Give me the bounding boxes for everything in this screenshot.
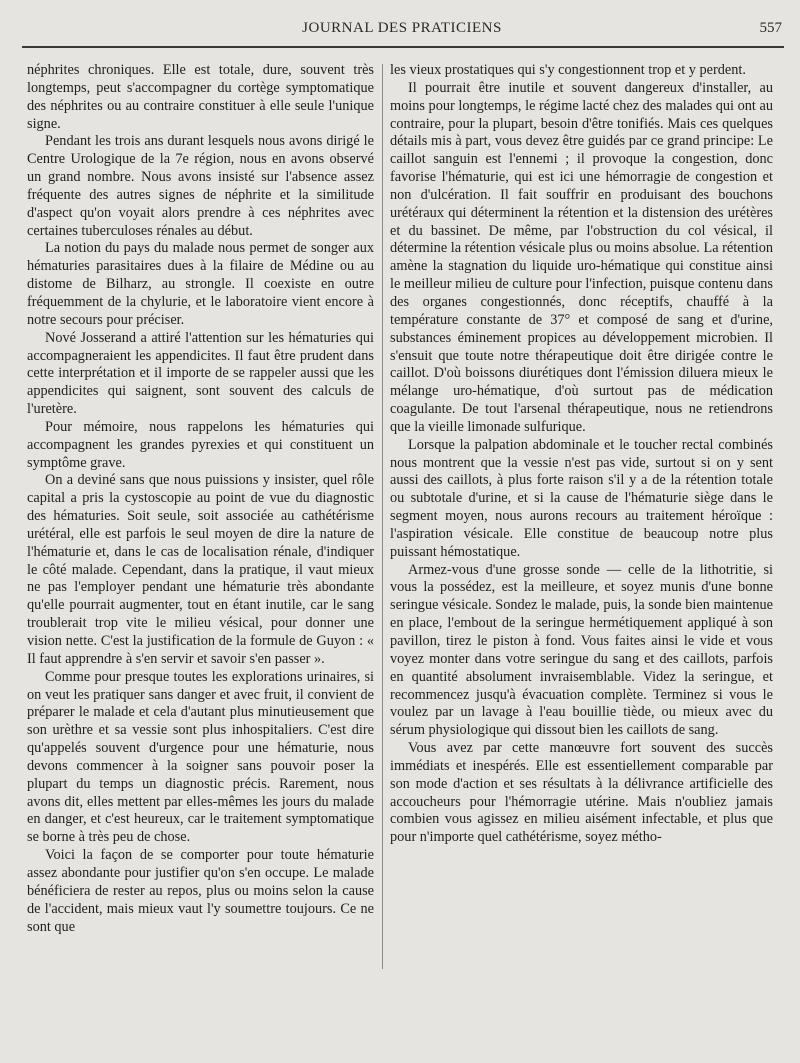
- right-column: [390, 62, 773, 847]
- paragraph: Nové Josserand a attiré l'attention sur les hématuries qui accompagneraient les appendicites. Il faut être prudent dans cette interprétation et il importe de se rappeler aussi que les appendicites qui saignent, sont souvent des calculs de l'uretère.: [27, 329, 374, 418]
- paragraph: néphrites chroniques. Elle est totale, dure, souvent très longtemps, peut s'accompagner du cortège symptomatique des néphrites ou au contraire constituer à elle seule l'unique signe.: [27, 62, 374, 132]
- paragraph: Comme pour presque toutes les explorations urinaires, si on veut les pratiquer sans danger et avec fruit, il convient de préparer le malade et cela d'autant plus minutieusement que son urèthre et sa vessie sont plus inhospitaliers. C'est dire qu'appelés souvent d'urgence pour une hématurie, nous devons commencer à la soigner sans pouvoir poser la plupart du temps un diagnostic précis. Rarement, nous avons dit, elles mettent par elles-mêmes les jours du malade en danger, et c'est heureux, car le traitement symptomatique se borne à très peu de chose.: [27, 668, 374, 846]
- paragraph: La notion du pays du malade nous permet de songer aux hématuries parasitaires dues à la filaire de Médine ou au distome de Bilharz, au strongle. Il coexiste en outre fréquemment de la chylurie, et le laboratoire vient encore à notre secours pour préciser.: [27, 240, 374, 328]
- paragraph: Vous avez par cette manœuvre fort souvent des succès immédiats et inespérés. Elle est essentiellement comparable par son mode d'action et ses résultats à la délivrance artificielle des accoucheurs pour l'hémorragie utérine. Mais n'oubliez jamais combien vous agissez en milieu aisément infectable, et plus que pour n'importe quel cathétérisme, soyez métho-: [390, 740, 773, 846]
- left-column: [27, 62, 374, 936]
- paragraph: Lorsque la palpation abdominale et le toucher rectal combinés nous montrent que la vessie n'est pas vide, surtout si on y sent aussi des caillots, à plus forte raison s'il y a de la rétention totale ou subtotale d'urine, et si la cause de l'hématurie siège dans le segment moyen, nous aurons recours au traitement héroïque : l'aspiration vésicale. Elle constitue de beaucoup notre plus puissant hémostatique.: [390, 436, 773, 560]
- paragraph: Voici la façon de se comporter pour toute hématurie assez abondante pour justifier qu'on s'en occupe. Le malade bénéficiera de rester au repos, plus ou moins selon la cause de l'accident, mais mieux vaut l'y soumettre toujours. Ce ne sont que: [27, 847, 374, 935]
- journal-title: JOURNAL DES PRATICIENS: [302, 20, 502, 36]
- column-divider: [382, 64, 383, 969]
- paragraph: On a deviné sans que nous puissions y insister, quel rôle capital a pris la cystoscopie au point de vue du diagnostic des hématuries. Soit seule, soit associée au cathétérisme urétéral, elle est parfois le seul moyen de dire la nature de l'hématurie et, dans le cas de localisation rénale, d'indiquer le côté malade. Cependant, dans la pratique, il vaut mieux ne pas l'employer pendant une hématurie très abondante qu'elle pourrait augmenter, tout en étant inutile, car le sang troublerait trop vite le milieu vésical, pour donner une vision nette. C'est la justification de la formule de Guyon : « Il faut apprendre à s'en servir et savoir s'en passer ».: [27, 472, 374, 667]
- paragraph: Pendant les trois ans durant lesquels nous avons dirigé le Centre Urologique de la 7e région, nous en avons observé un grand nombre. Nous avons insisté sur l'absence assez fréquente des autres signes de néphrite et la similitude d'aspect qu'on voyait alors prendre à ces néphrites avec certaines tuberculoses rénales au début.: [27, 133, 374, 239]
- paragraph: les vieux prostatiques qui s'y congestionnent trop et y perdent.: [390, 62, 746, 78]
- page-number: 557: [759, 20, 782, 36]
- paragraph: Armez-vous d'une grosse sonde — celle de la lithotritie, si vous la possédez, est la meilleure, et soyez munis d'une bonne seringue vésicale. Sondez le malade, puis, la sonde bien maintenue en place, l'embout de la seringue hermétiquement appliqué à son pavillon, tirez le piston à fond. Vous faites ainsi le vide et vous voyez monter dans votre seringue du sang et des caillots, parfois en quantité absolument invraisemblable. Videz la seringue, et recommencez jusqu'à évacuation complète. Terminez si vous le voulez par un lavage à l'eau bouillie tiède, ou mieux avec du sérum physiologique qui dissout bien les caillots de sang.: [390, 561, 773, 739]
- running-header: [22, 20, 782, 44]
- paragraph: Pour mémoire, nous rappelons les hématuries qui accompagnent les grandes pyrexies et qui constituent un symptôme grave.: [27, 418, 374, 471]
- paragraph: Il pourrait être inutile et souvent dangereux d'installer, au moins pour longtemps, le régime lacté chez des malades qui ont au contraire, pour la plupart, besoin d'être tonifiés. Mais ces quelques détails mis à part, vous devez être guidés par ce grand principe: Le caillot sanguin est l'ennemi ; il provoque la congestion, donc favorise l'hématurie, qui est ici une hémorragie de congestion et non d'ulcération. Il fait souffrir en produisant des bouchons urétéraux qui déterminent la rétention et la distension des urétères et du bassinet. De même, par l'obstruction du col vésical, il détermine la rétention vésicale plus ou moins absolue. La rétention amène la stagnation du liquide uro-hématique qui constitue ainsi le meilleur milieu de culture pour l'infection, puisque contenu dans des organes congestionnés, donc réceptifs, chauffé à la température constante de 37° et composé de sang et d'urine, substances éminement propices au développement microbien. Il s'ensuit que toute notre thérapeutique doit être dirigée contre le caillot. D'où boissons diurétiques dont l'émission diluera mieux le mélange uro-hématique, d'où surtout pas de médication coagulante. De tout l'arsenal thérapeutique, nous ne retiendrons que la vieille limonade sulfurique.: [390, 79, 773, 435]
- header-rule: [22, 46, 784, 48]
